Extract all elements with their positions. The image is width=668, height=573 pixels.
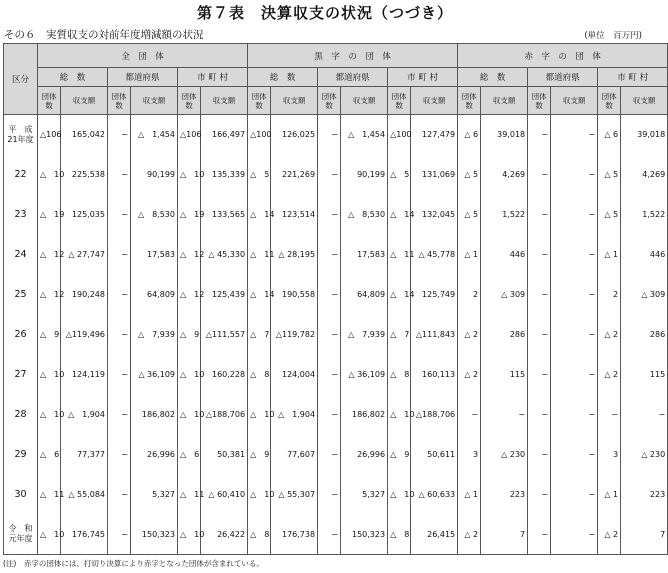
data-cell: 176,745	[61, 515, 108, 555]
data-cell: 190,558	[271, 275, 318, 315]
data-cell: 225,538	[61, 155, 108, 195]
data-cell: △ 14	[388, 275, 411, 315]
data-cell: −	[551, 275, 598, 315]
subgroup-header: 総 数	[458, 68, 528, 87]
data-cell: −	[108, 315, 131, 355]
data-cell: 5,327	[131, 475, 178, 515]
data-cell: △ 6	[178, 435, 201, 475]
data-cell: −	[318, 435, 341, 475]
data-cell: 186,802	[341, 395, 388, 435]
data-cell: △ 6	[598, 115, 621, 155]
data-cell: △ 12	[178, 275, 201, 315]
data-cell: △ 6	[38, 435, 61, 475]
table-row	[4, 395, 668, 435]
data-cell: 125,035	[61, 195, 108, 235]
data-cell: △ 5	[458, 155, 481, 195]
data-cell: △111,843	[411, 315, 458, 355]
data-cell: △ 14	[248, 275, 271, 315]
data-cell: △188,706	[411, 395, 458, 435]
data-cell: △106	[178, 115, 201, 155]
data-cell: −	[551, 475, 598, 515]
subgroup-header: 市 町 村	[388, 68, 458, 87]
data-cell: △ 12	[178, 235, 201, 275]
data-cell: 160,113	[411, 355, 458, 395]
amount-header: 収支額	[621, 87, 668, 115]
data-cell: △ 10	[38, 355, 61, 395]
table-row	[4, 235, 668, 275]
amount-header: 収支額	[271, 87, 318, 115]
data-cell: △ 5	[598, 155, 621, 195]
data-cell: −	[551, 195, 598, 235]
data-cell: −	[528, 515, 551, 555]
data-cell: △ 8,530	[131, 195, 178, 235]
data-cell: −	[318, 195, 341, 235]
data-cell: △ 14	[388, 195, 411, 235]
year-cell: 29	[4, 435, 38, 475]
data-cell: −	[551, 155, 598, 195]
data-cell: −	[318, 475, 341, 515]
data-cell: −	[551, 435, 598, 475]
data-cell: △ 2	[598, 355, 621, 395]
table-row	[4, 435, 668, 475]
data-cell: 135,339	[201, 155, 248, 195]
year-cell: 24	[4, 235, 38, 275]
data-cell: −	[528, 155, 551, 195]
data-cell: −	[528, 315, 551, 355]
year-cell: 27	[4, 355, 38, 395]
data-cell: △ 2	[458, 355, 481, 395]
data-cell: △ 10	[178, 395, 201, 435]
data-cell: 2	[458, 275, 481, 315]
data-cell: △ 11	[248, 235, 271, 275]
data-cell: 50,611	[411, 435, 458, 475]
data-cell: △ 36,109	[341, 355, 388, 395]
data-cell: −	[318, 395, 341, 435]
data-cell: 7	[481, 515, 528, 555]
data-cell: △ 1,904	[271, 395, 318, 435]
data-cell: △ 2	[458, 515, 481, 555]
data-cell: △111,557	[201, 315, 248, 355]
data-cell: 17,583	[131, 235, 178, 275]
data-cell: −	[551, 315, 598, 355]
data-cell: △ 309	[481, 275, 528, 315]
data-cell: −	[458, 395, 481, 435]
data-cell: −	[528, 195, 551, 235]
data-cell: △ 7	[248, 315, 271, 355]
data-cell: 286	[481, 315, 528, 355]
data-cell: △ 1	[458, 475, 481, 515]
data-cell: 186,802	[131, 395, 178, 435]
data-cell: −	[318, 315, 341, 355]
data-cell: △ 11	[38, 475, 61, 515]
table-row	[4, 515, 668, 555]
data-cell: −	[528, 355, 551, 395]
data-cell: △119,782	[271, 315, 318, 355]
data-cell: △119,496	[61, 315, 108, 355]
data-cell: 124,119	[61, 355, 108, 395]
data-cell: 221,269	[271, 155, 318, 195]
data-cell: △188,706	[201, 395, 248, 435]
data-cell: 77,607	[271, 435, 318, 475]
data-cell: −	[108, 475, 131, 515]
data-cell: △ 7,939	[341, 315, 388, 355]
data-cell: 5,327	[341, 475, 388, 515]
data-cell: △ 8	[388, 515, 411, 555]
page-title: 第７表 決算収支の状況（つづき）	[196, 4, 453, 22]
table-row	[4, 355, 668, 395]
data-cell: 7	[621, 515, 668, 555]
data-cell: 165,042	[61, 115, 108, 155]
data-cell: 4,269	[621, 155, 668, 195]
data-cell: △ 36,109	[131, 355, 178, 395]
data-cell: △ 7,939	[131, 315, 178, 355]
footnote: (注) 赤字の団体には、打切り決算により赤字となった団体が含まれている。	[3, 559, 264, 568]
data-cell: −	[481, 395, 528, 435]
data-cell: △ 10	[178, 355, 201, 395]
subgroup-header: 総 数	[38, 68, 108, 87]
data-cell: 26,996	[131, 435, 178, 475]
data-cell: 126,025	[271, 115, 318, 155]
data-cell: 3	[598, 435, 621, 475]
amount-header: 収支額	[411, 87, 458, 115]
amount-header: 収支額	[481, 87, 528, 115]
data-cell: 125,749	[411, 275, 458, 315]
year-cell: 25	[4, 275, 38, 315]
data-cell: 4,269	[481, 155, 528, 195]
year-cell: 23	[4, 195, 38, 235]
data-cell: △ 55,307	[271, 475, 318, 515]
data-cell: △ 2	[598, 315, 621, 355]
data-cell: 26,996	[341, 435, 388, 475]
data-cell: −	[318, 115, 341, 155]
data-cell: −	[108, 435, 131, 475]
data-cell: 26,415	[411, 515, 458, 555]
data-cell: △ 6	[458, 115, 481, 155]
data-cell: −	[108, 515, 131, 555]
data-cell: △ 1	[458, 235, 481, 275]
data-cell: −	[528, 235, 551, 275]
data-cell: △100	[388, 115, 411, 155]
data-cell: △ 1	[598, 475, 621, 515]
data-cell: 127,479	[411, 115, 458, 155]
data-cell: △ 11	[388, 235, 411, 275]
data-cell: −	[551, 115, 598, 155]
data-cell: △ 1,454	[341, 115, 388, 155]
data-cell: △ 8	[248, 355, 271, 395]
data-cell: △ 60,633	[411, 475, 458, 515]
amount-header: 収支額	[201, 87, 248, 115]
data-cell: 77,377	[61, 435, 108, 475]
data-cell: −	[528, 115, 551, 155]
data-cell: 125,439	[201, 275, 248, 315]
data-cell: 124,004	[271, 355, 318, 395]
data-cell: 132,045	[411, 195, 458, 235]
data-cell: −	[551, 395, 598, 435]
data-cell: 26,422	[201, 515, 248, 555]
data-cell: △ 5	[388, 155, 411, 195]
data-cell: △ 7	[388, 315, 411, 355]
data-cell: −	[318, 155, 341, 195]
data-cell: △ 10	[248, 475, 271, 515]
count-header: 団体数	[598, 87, 621, 115]
data-cell: 133,565	[201, 195, 248, 235]
data-cell: △ 10	[178, 515, 201, 555]
data-cell: 64,809	[131, 275, 178, 315]
data-cell: −	[528, 435, 551, 475]
data-cell: 190,248	[61, 275, 108, 315]
subgroup-header: 総 数	[248, 68, 318, 87]
data-cell: 50,381	[201, 435, 248, 475]
group-header-surplus: 黒 字 の 団 体	[248, 44, 458, 68]
data-cell: △ 1,904	[61, 395, 108, 435]
data-cell: △ 5	[248, 155, 271, 195]
data-cell: △ 2	[598, 515, 621, 555]
data-cell: 160,228	[201, 355, 248, 395]
data-cell: −	[318, 275, 341, 315]
data-cell: −	[108, 355, 131, 395]
data-cell: 17,583	[341, 235, 388, 275]
subgroup-header: 都道府県	[528, 68, 598, 87]
data-cell: −	[551, 355, 598, 395]
data-cell: −	[318, 355, 341, 395]
data-cell: 446	[481, 235, 528, 275]
data-cell: △ 1	[598, 235, 621, 275]
data-cell: 90,199	[341, 155, 388, 195]
data-cell: −	[528, 275, 551, 315]
data-cell: 3	[458, 435, 481, 475]
data-cell: △ 5	[598, 195, 621, 235]
count-header: 団体数	[108, 87, 131, 115]
year-cell: 30	[4, 475, 38, 515]
data-cell: 1,522	[481, 195, 528, 235]
data-cell: −	[108, 395, 131, 435]
data-cell: −	[318, 235, 341, 275]
data-cell: −	[621, 395, 668, 435]
data-cell: −	[108, 115, 131, 155]
table-row	[4, 195, 668, 235]
data-cell: 223	[621, 475, 668, 515]
data-cell: −	[598, 395, 621, 435]
subgroup-header: 市 町 村	[598, 68, 668, 87]
data-cell: △ 14	[248, 195, 271, 235]
data-cell: −	[108, 275, 131, 315]
data-cell: △ 230	[621, 435, 668, 475]
data-cell: △100	[248, 115, 271, 155]
data-cell: 64,809	[341, 275, 388, 315]
data-cell: △ 12	[38, 235, 61, 275]
settlement-table	[3, 43, 668, 555]
data-cell: △ 28,195	[271, 235, 318, 275]
data-cell: 446	[621, 235, 668, 275]
data-cell: △ 12	[38, 275, 61, 315]
group-header-deficit: 赤 字 の 団 体	[458, 44, 668, 68]
data-cell: △ 9	[178, 315, 201, 355]
year-cell: 22	[4, 155, 38, 195]
count-header: 団体数	[458, 87, 481, 115]
data-cell: △106	[38, 115, 61, 155]
data-cell: −	[528, 395, 551, 435]
data-cell: △ 45,778	[411, 235, 458, 275]
data-cell: 39,018	[621, 115, 668, 155]
data-cell: △ 10	[178, 155, 201, 195]
data-cell: 131,069	[411, 155, 458, 195]
data-cell: △ 8	[248, 515, 271, 555]
year-cell: 令 和 元年度	[4, 515, 38, 555]
data-cell: 2	[598, 275, 621, 315]
data-cell: −	[108, 195, 131, 235]
year-cell: 28	[4, 395, 38, 435]
data-cell: 150,323	[341, 515, 388, 555]
data-cell: △ 10	[388, 395, 411, 435]
data-cell: 286	[621, 315, 668, 355]
data-cell: △ 10	[248, 395, 271, 435]
data-cell: △ 9	[388, 435, 411, 475]
data-cell: △ 10	[388, 475, 411, 515]
data-cell: 1,522	[621, 195, 668, 235]
data-cell: △ 55,084	[61, 475, 108, 515]
data-cell: 150,323	[131, 515, 178, 555]
year-cell: 26	[4, 315, 38, 355]
data-cell: 223	[481, 475, 528, 515]
group-header-all: 全 団 体	[38, 44, 248, 68]
count-header: 団体数	[178, 87, 201, 115]
data-cell: △ 27,747	[61, 235, 108, 275]
subgroup-header: 都道府県	[108, 68, 178, 87]
count-header: 団体数	[248, 87, 271, 115]
data-cell: △ 9	[38, 315, 61, 355]
data-cell: △ 309	[621, 275, 668, 315]
table-row	[4, 275, 668, 315]
data-cell: △ 19	[178, 195, 201, 235]
count-header: 団体数	[388, 87, 411, 115]
amount-header: 収支額	[61, 87, 108, 115]
data-cell: 115	[621, 355, 668, 395]
count-header: 団体数	[528, 87, 551, 115]
data-cell: −	[108, 155, 131, 195]
data-cell: △ 60,410	[201, 475, 248, 515]
data-cell: △ 10	[38, 155, 61, 195]
data-cell: 39,018	[481, 115, 528, 155]
data-cell: △ 10	[38, 395, 61, 435]
data-cell: 176,738	[271, 515, 318, 555]
subgroup-header: 市 町 村	[178, 68, 248, 87]
data-cell: △ 230	[481, 435, 528, 475]
data-cell: −	[528, 475, 551, 515]
data-cell: △ 10	[38, 515, 61, 555]
data-cell: −	[551, 515, 598, 555]
table-row	[4, 155, 668, 195]
year-cell: 平 成 21年度	[4, 115, 38, 155]
data-cell: △ 45,330	[201, 235, 248, 275]
data-cell: △ 5	[458, 195, 481, 235]
data-cell: −	[551, 235, 598, 275]
count-header: 団体数	[318, 87, 341, 115]
kubun-header: 区分	[4, 44, 38, 115]
data-cell: △ 9	[248, 435, 271, 475]
data-cell: △ 19	[38, 195, 61, 235]
count-header: 団体数	[38, 87, 61, 115]
data-cell: △ 1,454	[131, 115, 178, 155]
unit-label: (単位 百万円)	[584, 31, 642, 41]
data-cell: △ 2	[458, 315, 481, 355]
data-cell: 123,514	[271, 195, 318, 235]
data-cell: △ 11	[178, 475, 201, 515]
subgroup-header: 都道府県	[318, 68, 388, 87]
amount-header: 収支額	[131, 87, 178, 115]
data-cell: 90,199	[131, 155, 178, 195]
data-cell: △ 8	[388, 355, 411, 395]
amount-header: 収支額	[341, 87, 388, 115]
amount-header: 収支額	[551, 87, 598, 115]
table-row	[4, 115, 668, 155]
table-row	[4, 315, 668, 355]
data-cell: 115	[481, 355, 528, 395]
data-cell: −	[318, 515, 341, 555]
data-cell: 166,497	[201, 115, 248, 155]
data-cell: −	[108, 235, 131, 275]
table-subtitle: その６ 実質収支の対前年度増減額の状況	[4, 29, 204, 41]
data-cell: △ 8,530	[341, 195, 388, 235]
table-row	[4, 475, 668, 515]
